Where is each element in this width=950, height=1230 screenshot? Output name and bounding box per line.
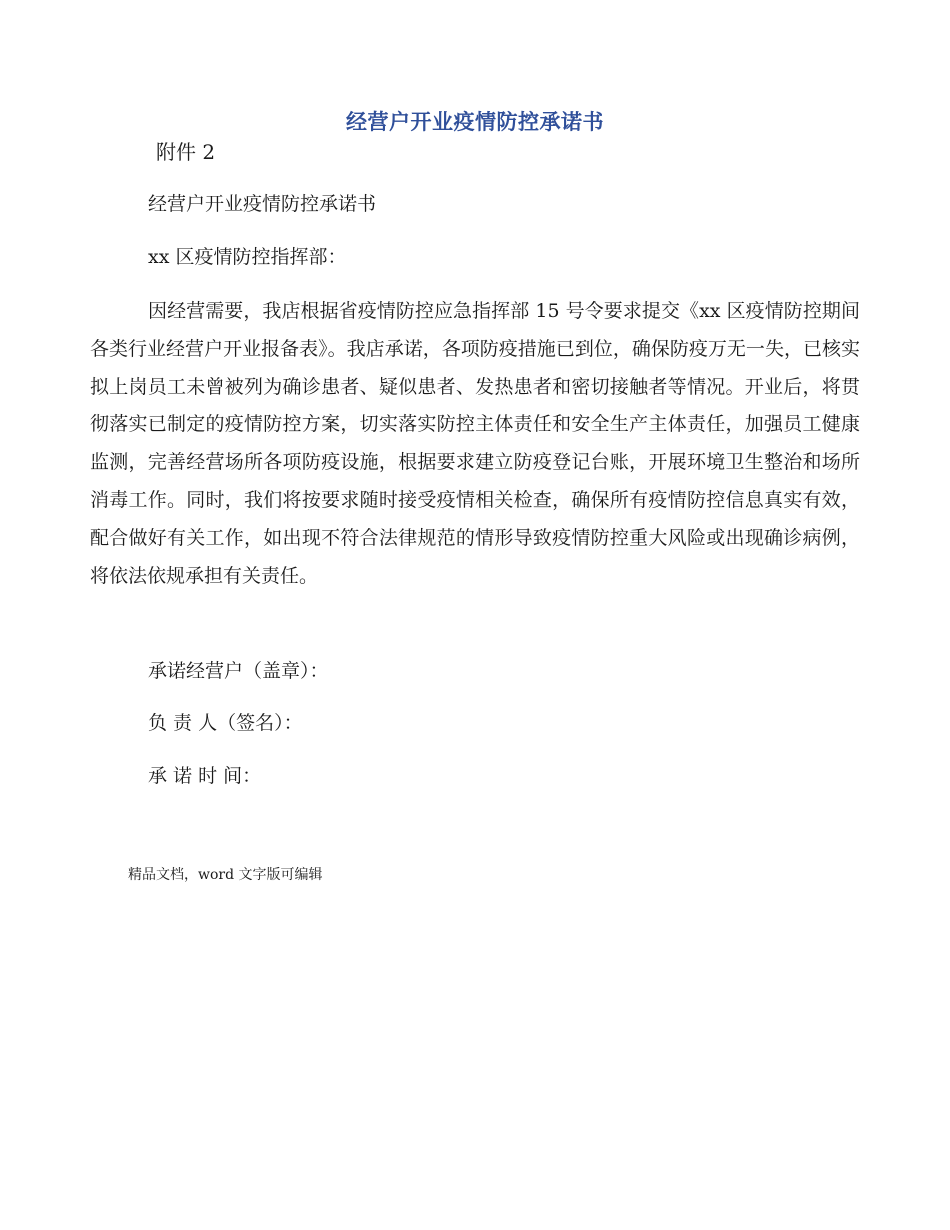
business-seal-line: 承诺经营户（盖章）： [148,660,329,682]
addressee: xx 区疫情防控指挥部： [148,246,347,268]
commitment-date-line: 承 诺 时 间： [148,765,262,787]
document-subtitle: 经营户开业疫情防控承诺书 [148,193,377,215]
responsible-person-signature-line: 负 责 人（签名）： [148,712,303,734]
footer-note: 精品文档，word 文字版可编辑 [128,867,323,883]
attachment-label: 附件 2 [156,140,216,164]
commitment-body: 因经营需要，我店根据省疫情防控应急指挥部 15 号令要求提交《xx 区疫情防控期间各类行业经营户开业报备表》。我店承诺，各项防疫措施已到位，确保防疫万无一失，已核实拟上岗员工未曾被列为确诊患者、疑似患者、发热患者和密切接触者等情况。开业后，将贯彻落实已制定的疫情防控方案，切实落实防控主体责任和安全生产主体责任，加强员工健康监测，完善经营场所各项防疫设施，根据要求建立防疫登记台账，开展环境卫生整治和场所消毒工作。同时，我们将按要求随时接受疫情相关检查，确保所有疫情防控信息真实有效，配合做好有关工作，如出现不符合法律规范的情形导致疫情防控重大风险或出现确诊病例，将依法依规承担有关责任。 [90,300,860,587]
document-title: 经营户开业疫情防控承诺书 [346,110,604,134]
